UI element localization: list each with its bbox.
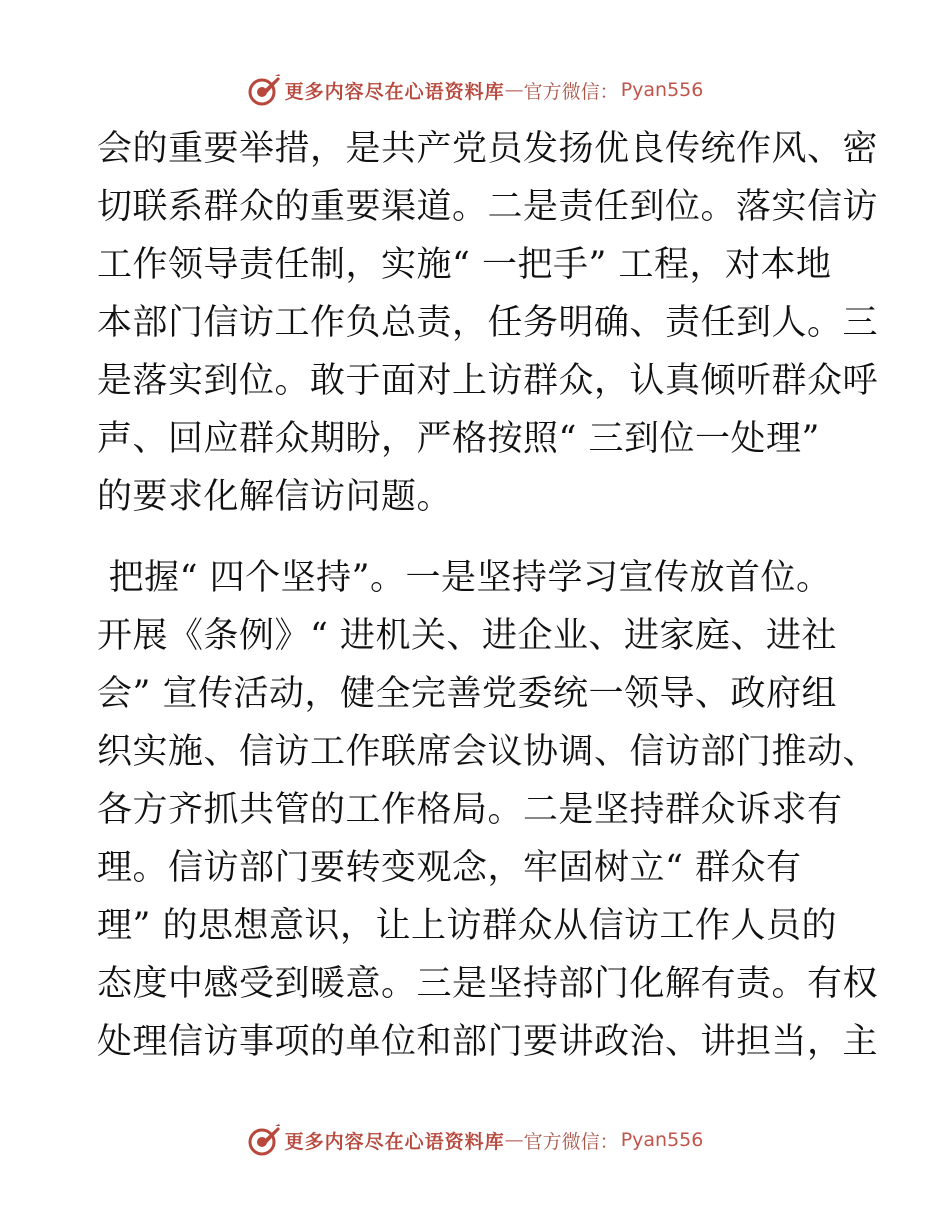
brand-logo-icon: [247, 1123, 281, 1157]
footer-watermark: [0, 1120, 950, 1160]
watermark-separator: —: [504, 79, 524, 101]
paragraph-spacer: [97, 526, 857, 549]
document-body: [97, 120, 879, 1071]
text-line: 织实施、信访工作联席会议协调、信访部门推动、: [97, 732, 879, 772]
watermark-brand: 更多内容尽在心语资料库: [284, 1130, 505, 1153]
text-line: 工作领导责任制，实施“ 一把手” 工程，对本地: [97, 245, 832, 285]
watermark-separator: —: [504, 1129, 524, 1151]
header-watermark: [0, 70, 950, 110]
text-line: 理。信访部门要转变观念，牢固树立“ 群众有: [97, 848, 802, 888]
text-line: 是落实到位。敢于面对上访群众，认真倾听群众呼: [97, 361, 879, 401]
watermark-wechat-label: 官方微信：: [523, 1130, 619, 1153]
text-line: 的要求化解信访问题。: [97, 477, 453, 517]
watermark-wechat-id: Pyan556: [620, 79, 704, 101]
paragraph-2: [97, 549, 879, 1071]
text-line: 会的重要举措，是共产党员发扬优良传统作风、密: [97, 129, 879, 169]
text-line: 切联系群众的重要渠道。二是责任到位。落实信访: [97, 187, 879, 227]
text-line: 态度中感受到暖意。三是坚持部门化解有责。有权: [97, 964, 879, 1004]
watermark-wechat-label: 官方微信：: [523, 80, 619, 103]
text-line: 理” 的思想意识，让上访群众从信访工作人员的: [97, 906, 838, 946]
text-line: 开展《条例》“ 进机关、进企业、进家庭、进社: [97, 616, 838, 656]
watermark-brand: 更多内容尽在心语资料库: [284, 80, 505, 103]
text-line: 把握“ 四个坚持”。一是坚持学习宣传放首位。: [97, 558, 832, 598]
text-line: 各方齐抓共管的工作格局。二是坚持群众诉求有: [97, 790, 843, 830]
text-line: 本部门信访工作负总责，任务明确、责任到人。三: [97, 303, 879, 343]
text-line: 会” 宣传活动，健全完善党委统一领导、政府组: [97, 674, 838, 714]
text-line: 声、回应群众期盼，严格按照“ 三到位一处理”: [97, 419, 820, 459]
paragraph-1: [97, 120, 879, 526]
brand-logo-icon: [247, 73, 281, 107]
text-line: 处理信访事项的单位和部门要讲政治、讲担当，主: [97, 1022, 879, 1062]
watermark-wechat-id: Pyan556: [620, 1129, 704, 1151]
